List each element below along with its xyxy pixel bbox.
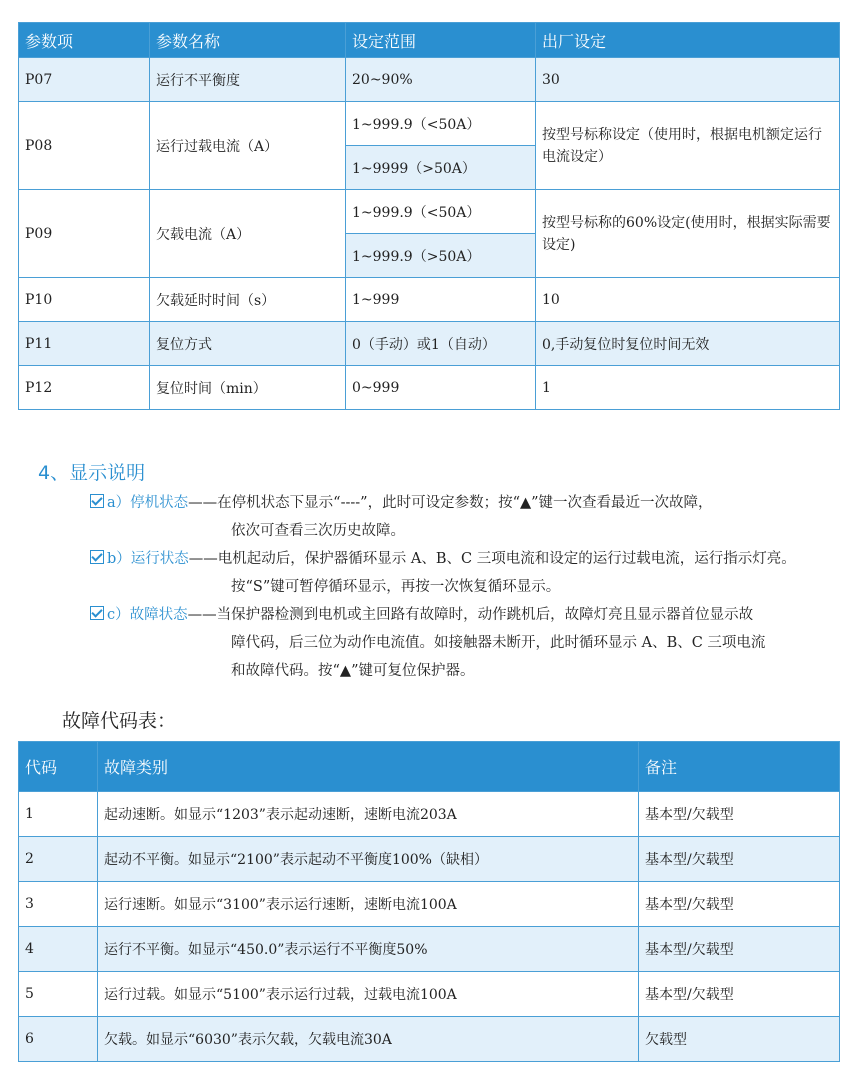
header-cell: 出厂设定	[536, 23, 840, 58]
item-text: ——当保护器检测到电机或主回路有故障时，动作跳机后，故障灯亮且显示器首位显示故	[187, 607, 754, 623]
param-name: 复位时间（min）	[150, 366, 346, 410]
item-text: 按“S”键可暂停循环显示，再按一次恢复循环显示。	[231, 579, 561, 595]
param-name: 欠载电流（A）	[150, 190, 346, 278]
fault-code: 5	[19, 972, 98, 1017]
fault-note: 基本型/欠载型	[639, 882, 840, 927]
param-default: 1	[536, 366, 840, 410]
item-text: 依次可查看三次历史故障。	[231, 523, 405, 539]
header-cell: 备注	[639, 742, 840, 792]
param-range: 1~9999（>50A）	[346, 146, 536, 190]
display-item-stop	[90, 489, 850, 517]
fault-note: 基本型/欠载型	[639, 972, 840, 1017]
item-text: 和故障代码。按“▲”键可复位保护器。	[231, 663, 475, 679]
param-code: P11	[19, 322, 150, 366]
checkbox-icon	[90, 494, 104, 508]
param-name: 运行过载电流（A）	[150, 102, 346, 190]
fault-code: 6	[19, 1017, 98, 1062]
param-code: P08	[19, 102, 150, 190]
param-range: 20~90%	[346, 58, 536, 102]
table-row	[19, 972, 840, 1017]
table-row	[19, 837, 840, 882]
fault-type: 运行不平衡。如显示“450.0”表示运行不平衡度50%	[98, 927, 639, 972]
fault-code-table	[18, 741, 840, 1062]
fault-code: 2	[19, 837, 98, 882]
checkbox-icon	[90, 606, 104, 620]
param-code: P07	[19, 58, 150, 102]
item-heading: b）运行状态	[107, 551, 189, 567]
fault-type: 起动速断。如显示“1203”表示起动速断，速断电流203A	[98, 792, 639, 837]
parameter-table	[18, 22, 840, 410]
table-row	[19, 792, 840, 837]
param-name: 运行不平衡度	[150, 58, 346, 102]
fault-note: 基本型/欠载型	[639, 792, 840, 837]
param-code: P09	[19, 190, 150, 278]
header-cell: 参数名称	[150, 23, 346, 58]
param-default: 10	[536, 278, 840, 322]
fault-type: 运行速断。如显示“3100”表示运行速断，速断电流100A	[98, 882, 639, 927]
fault-note: 欠载型	[639, 1017, 840, 1062]
param-range: 0（手动）或1（自动）	[346, 322, 536, 366]
table-row	[19, 102, 840, 146]
header-cell: 故障类别	[98, 742, 639, 792]
param-name: 欠载延时时间（s）	[150, 278, 346, 322]
param-range: 1~999.9（>50A）	[346, 234, 536, 278]
param-default: 30	[536, 58, 840, 102]
header-cell: 设定范围	[346, 23, 536, 58]
param-code: P10	[19, 278, 150, 322]
fault-code: 4	[19, 927, 98, 972]
table-row	[19, 58, 840, 102]
param-default: 按型号标称设定（使用时，根据电机额定运行电流设定）	[536, 102, 840, 190]
item-text: ——电机起动后，保护器循环显示 A、B、C 三项电流和设定的运行过载电流，运行指示灯亮。	[188, 551, 796, 567]
display-item-run	[90, 545, 850, 573]
param-default: 按型号标称的60%设定(使用时，根据实际需要设定)	[536, 190, 840, 278]
fault-code: 3	[19, 882, 98, 927]
fault-note: 基本型/欠载型	[639, 837, 840, 882]
param-code: P12	[19, 366, 150, 410]
fault-note: 基本型/欠载型	[639, 927, 840, 972]
param-range: 1~999.9（<50A）	[346, 102, 536, 146]
table-row	[19, 927, 840, 972]
table-row	[19, 190, 840, 234]
table-row	[19, 882, 840, 927]
table-header-row	[19, 742, 840, 792]
fault-type: 欠载。如显示“6030”表示欠载，欠载电流30A	[98, 1017, 639, 1062]
table-row	[19, 278, 840, 322]
fault-table-title: 故障代码表：	[62, 710, 177, 732]
param-range: 0~999	[346, 366, 536, 410]
item-heading: a）停机状态	[107, 495, 189, 511]
header-cell: 参数项	[19, 23, 150, 58]
table-row	[19, 322, 840, 366]
item-heading: c）故障状态	[107, 607, 188, 623]
fault-type: 运行过载。如显示“5100”表示运行过载，过载电流100A	[98, 972, 639, 1017]
item-text: 障代码，后三位为动作电流值。如接触器未断开，此时循环显示 A、B、C 三项电流	[231, 635, 766, 651]
table-row	[19, 1017, 840, 1062]
fault-type: 起动不平衡。如显示“2100”表示起动不平衡度100%（缺相）	[98, 837, 639, 882]
param-range: 1~999.9（<50A）	[346, 190, 536, 234]
param-default: 0,手动复位时复位时间无效	[536, 322, 840, 366]
display-item-fault	[90, 601, 850, 629]
param-name: 复位方式	[150, 322, 346, 366]
table-row	[19, 366, 840, 410]
section-title: 4、显示说明	[38, 462, 146, 484]
header-cell: 代码	[19, 742, 98, 792]
checkbox-icon	[90, 550, 104, 564]
param-range: 1~999	[346, 278, 536, 322]
table-header-row	[19, 23, 840, 58]
fault-code: 1	[19, 792, 98, 837]
item-text: ——在停机状态下显示“----”，此时可设定参数；按“▲”键一次查看最近一次故障，	[188, 495, 713, 511]
